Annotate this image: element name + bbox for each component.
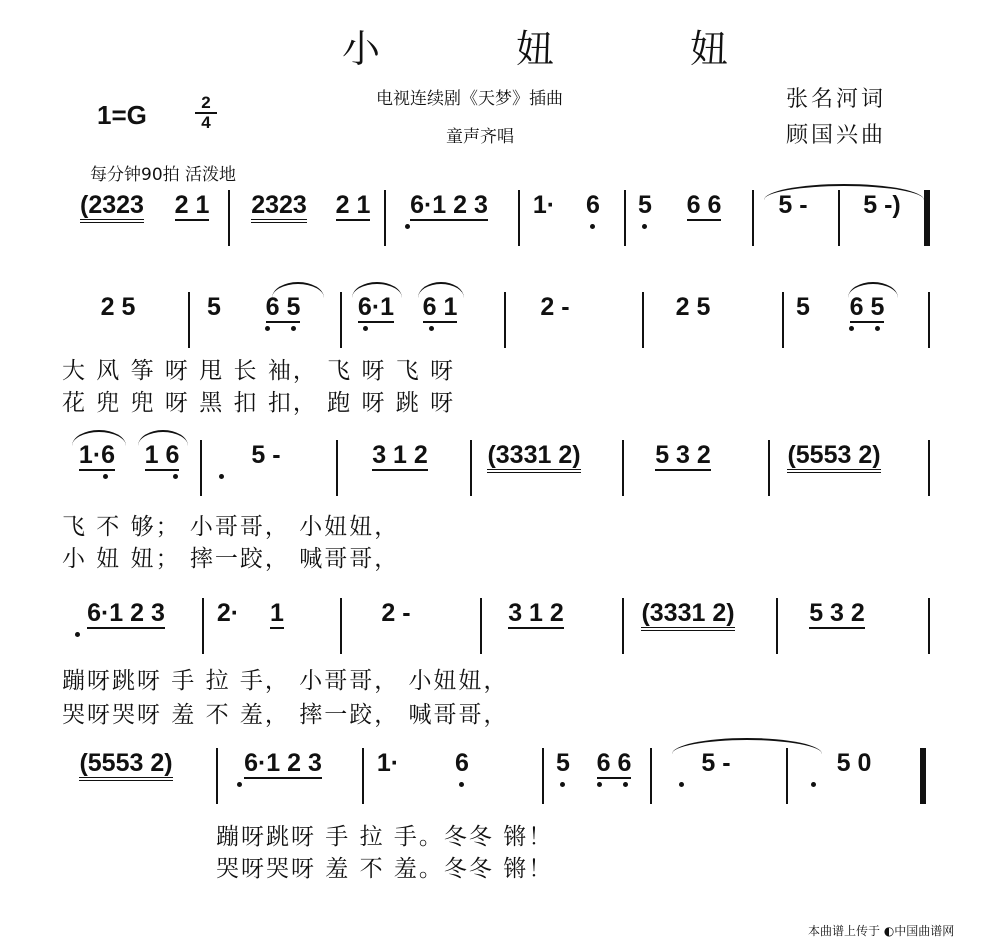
slur-arc — [848, 282, 898, 298]
note-group: (5553 2) — [62, 748, 190, 804]
note-group: 6 6 — [582, 748, 646, 804]
time-signature — [195, 94, 217, 132]
note-group: 5 — [624, 190, 664, 246]
note-group: 1· — [518, 190, 568, 246]
note-group: 6 6 — [686, 191, 722, 219]
note-group: (3331 2) — [622, 598, 752, 654]
score-row-1 — [62, 184, 942, 250]
lower-octave-dot — [429, 326, 434, 331]
lower-octave-dot — [405, 224, 410, 229]
site-watermark: 本曲谱上传于 ◐中国曲谱网 — [808, 924, 955, 938]
note-group: 2 1 — [335, 191, 371, 219]
score-row-4 — [62, 592, 942, 728]
song-title: 小 妞 妞 — [342, 27, 791, 71]
note-group: 5 3 2 — [622, 440, 742, 496]
note-group: 6 — [412, 748, 512, 804]
lower-octave-dot — [459, 782, 464, 787]
note-group: 5 -) — [838, 190, 930, 246]
note-group: 2 5 — [100, 293, 136, 321]
note-group: 1· — [362, 748, 412, 804]
performance-note: 童声齐唱 — [446, 127, 514, 147]
lyrics-verse-2: 哭呀哭呀 羞 不 羞。冬冬 锵！ — [216, 856, 554, 882]
lower-octave-dot — [75, 632, 80, 637]
score-row-5 — [62, 742, 942, 882]
lower-octave-dot — [875, 326, 880, 331]
note-group: 5 - — [200, 440, 330, 496]
lyrics-verse-2: 哭呀哭呀 羞 不 羞， 摔一跤， 喊哥哥， — [62, 702, 509, 728]
note-group: 5 — [782, 292, 822, 348]
note-group: 5 — [188, 292, 238, 348]
lower-octave-dot — [811, 782, 816, 787]
note-group: 5 0 — [786, 748, 926, 804]
lower-octave-dot — [597, 782, 602, 787]
note-group: 1 6 — [132, 440, 192, 496]
tie-arc — [672, 738, 822, 754]
note-group: 6 — [568, 190, 618, 246]
note-group: 6 1 — [410, 292, 470, 348]
tempo-marking: 每分钟90拍 活泼地 — [90, 165, 237, 185]
note-group: 2 5 — [642, 292, 742, 348]
lyrics-verse-1: 飞 不 够； 小哥哥， 小妞妞， — [62, 514, 400, 540]
lower-octave-dot — [849, 326, 854, 331]
lower-octave-dot — [590, 224, 595, 229]
time-signature-top: 2 — [201, 93, 211, 112]
lyricist-credit: 张名河词 — [786, 87, 887, 112]
composer-credit: 顾国兴曲 — [786, 123, 887, 148]
lower-octave-dot — [219, 474, 224, 479]
slur-arc — [272, 282, 324, 298]
lyrics-verse-1: 蹦呀跳呀 手 拉 手， 小哥哥， 小妞妞， — [62, 668, 509, 694]
slur-arc — [138, 430, 188, 446]
note-group: 5 - — [650, 748, 780, 804]
slur-arc — [418, 282, 464, 298]
key-signature: 1=G — [97, 100, 147, 130]
note-group: 6·1 2 3 — [384, 190, 512, 246]
lyrics-verse-2: 花 兜 兜 呀 黑 扣 扣， 跑 呀 跳 呀 — [62, 390, 456, 416]
lower-octave-dot — [623, 782, 628, 787]
note-group: 6·1 — [340, 292, 410, 348]
lower-octave-dot — [560, 782, 565, 787]
note-group: 2 1 — [174, 191, 210, 219]
note-group: 3 1 2 — [336, 440, 462, 496]
tie-arc — [764, 184, 924, 200]
lower-octave-dot — [291, 326, 296, 331]
barline — [928, 598, 930, 654]
note-group: 2323 — [228, 190, 328, 246]
note-group: 6·1 2 3 — [216, 748, 348, 804]
score-row-2 — [62, 286, 942, 416]
score-row-3 — [62, 434, 942, 572]
note-group: 5 — [542, 748, 582, 804]
lower-octave-dot — [679, 782, 684, 787]
barline — [928, 440, 930, 496]
lyrics-verse-1: 蹦呀跳呀 手 拉 手。冬冬 锵！ — [216, 824, 554, 850]
note-group: 1 — [270, 599, 284, 627]
note-group: 2 - — [340, 598, 450, 654]
time-signature-bottom: 4 — [195, 112, 217, 132]
note-group: 1·6 — [62, 440, 132, 496]
note-group: 5 3 2 — [776, 598, 896, 654]
lyrics-verse-2: 小 妞 妞； 摔一跤， 喊哥哥， — [62, 546, 400, 572]
note-group: (3331 2) — [470, 440, 596, 496]
note-group: 2 - — [504, 292, 604, 348]
slur-arc — [72, 430, 126, 446]
subtitle: 电视连续剧《天梦》插曲 — [376, 89, 563, 109]
note-group: (5553 2) — [768, 440, 898, 496]
lower-octave-dot — [363, 326, 368, 331]
lower-octave-dot — [103, 474, 108, 479]
slur-arc — [352, 282, 402, 298]
note-group: (2323 — [62, 190, 162, 246]
note-group: 6 5 — [238, 292, 328, 348]
lower-octave-dot — [642, 224, 647, 229]
note-group: 5 - — [752, 190, 832, 246]
lower-octave-dot — [237, 782, 242, 787]
note-group: 6·1 2 3 — [62, 598, 190, 654]
barline — [928, 292, 930, 348]
note-group: 3 1 2 — [480, 598, 590, 654]
lower-octave-dot — [173, 474, 178, 479]
note-group: 6 5 — [832, 292, 902, 348]
lyrics-verse-1: 大 风 筝 呀 甩 长 袖， 飞 呀 飞 呀 — [62, 358, 456, 384]
lower-octave-dot — [265, 326, 270, 331]
note-group: 2· — [202, 598, 252, 654]
